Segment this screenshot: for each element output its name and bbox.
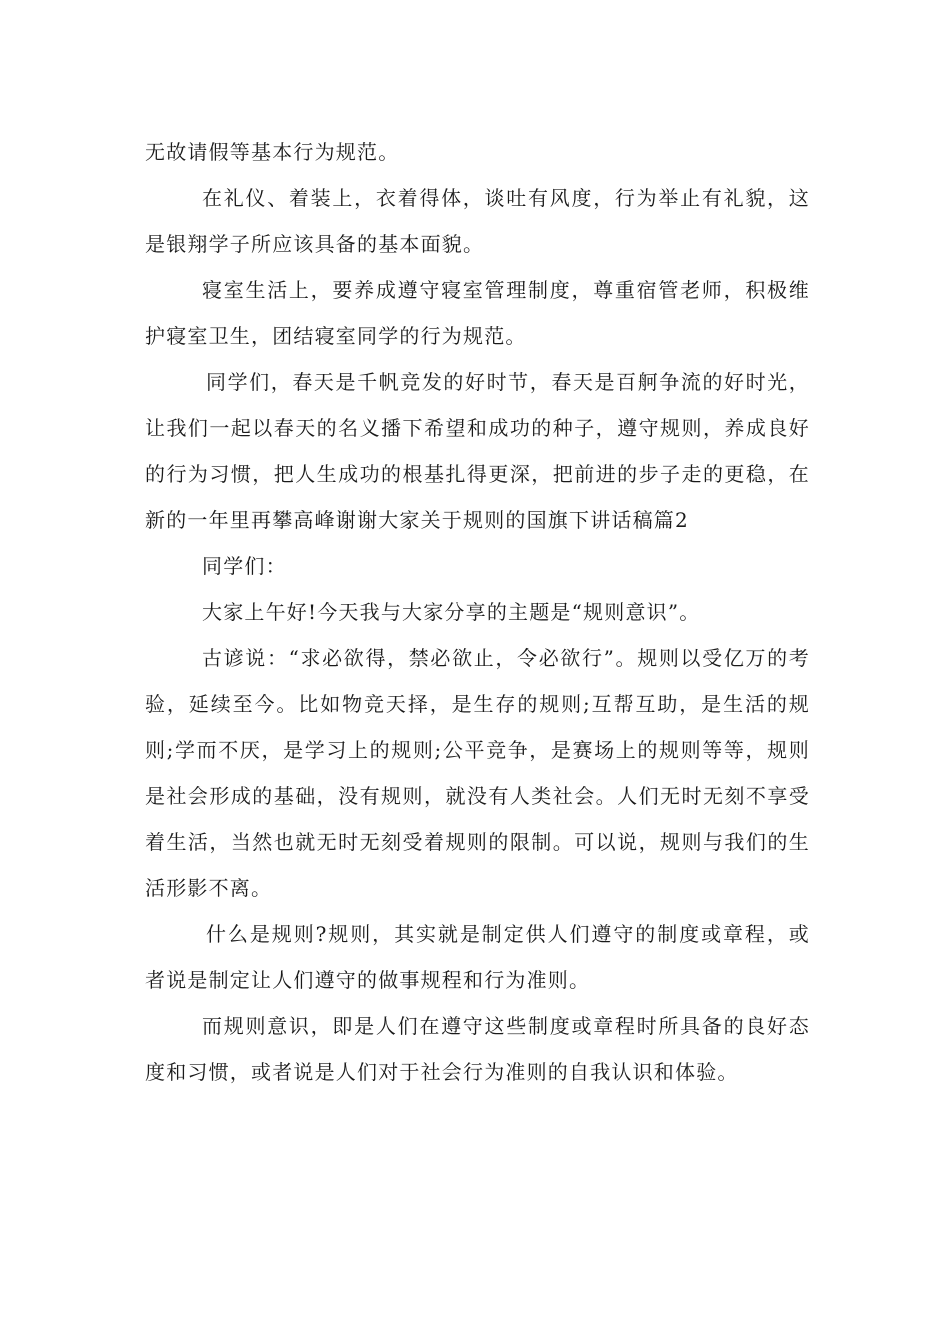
- paragraph-9: 而规则意识，即是人们在遵守这些制度或章程时所具备的良好态度和习惯，或者说是人们对于社会行为准则的自我认识和体验。: [145, 1014, 810, 1084]
- paragraph-7: 古谚说：“求必欲得，禁必欲止，令必欲行”。规则以受亿万的考验，延续至今。比如物竞天择，是生存的规则;互帮互助，是生活的规则;学而不厌，是学习上的规则;公平竞争，是赛场上的规则等等，规则是社会形成的基础，没有规则，就没有人类社会。人们无时无刻不享受着生活，当然也就无时无刻受着规则的限制。可以说，规则与我们的生活形影不离。: [145, 646, 810, 900]
- paragraph-6: 大家上午好!今天我与大家分享的主题是“规则意识”。: [202, 600, 701, 624]
- paragraph-4: 同学们，春天是千帆竞发的好时节，春天是百舸争流的好时光，让我们一起以春天的名义播下希望和成功的种子，遵守规则，养成良好的行为习惯，把人生成功的根基扎得更深，把前进的步子走的更稳，在新的一年里再攀高峰谢谢大家关于规则的国旗下讲话稿篇2: [145, 370, 810, 532]
- document-body: [145, 129, 810, 1095]
- paragraph-8: 什么是规则?规则，其实就是制定供人们遵守的制度或章程，或者说是制定让人们遵守的做事规程和行为准则。: [145, 922, 810, 992]
- paragraph-1: 无故请假等基本行为规范。: [145, 140, 400, 164]
- paragraph-3: 寝室生活上，要养成遵守寝室管理制度，尊重宿管老师，积极维护寝室卫生，团结寝室同学的行为规范。: [145, 278, 810, 348]
- paragraph-5: 同学们：: [202, 554, 287, 578]
- paragraph-2: 在礼仪、着装上，衣着得体，谈吐有风度，行为举止有礼貌，这是银翔学子所应该具备的基本面貌。: [145, 186, 810, 256]
